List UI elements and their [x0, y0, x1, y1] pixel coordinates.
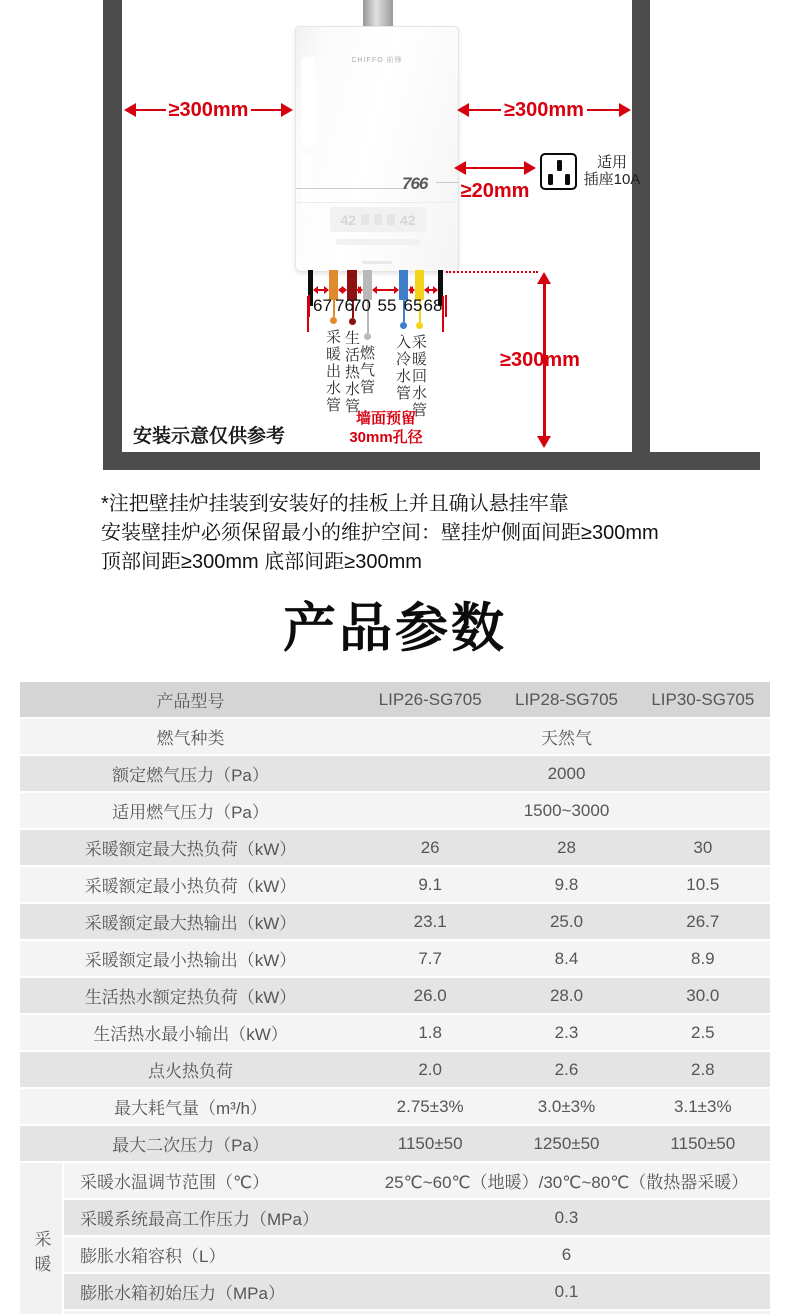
row-label-cell: 生活热水最小输出（kW）	[93, 1025, 288, 1044]
power-socket-icon	[540, 153, 577, 190]
note-line1: *注把壁挂炉挂装到安装好的挂板上并且确认悬挂牢靠	[101, 493, 569, 515]
extension-dotted-line	[446, 271, 538, 273]
row-value-cell: 8.4	[554, 948, 579, 968]
pipe-dimension-value: 70	[352, 296, 371, 315]
pipe-label: 采暖回水管	[410, 334, 427, 419]
wall-note-line1: 墙面预留	[355, 410, 416, 427]
row-label-cell: 采暖额定最小热输出（kW）	[84, 951, 297, 970]
row-span-value-cell: 2000	[547, 763, 586, 783]
arrowhead-left-icon	[124, 103, 136, 117]
row-label-cell: 膨胀水箱容积（L）	[80, 1247, 226, 1266]
row-value-cell: 25.0	[549, 911, 584, 931]
row-value-cell: 2.6	[554, 1059, 579, 1079]
row-value-cell: 28.0	[549, 985, 584, 1005]
pipe-dot	[364, 333, 371, 340]
row-value-cell: 7.7	[418, 948, 442, 968]
diagram-disclaimer: 安装示意仅供参考	[133, 426, 286, 447]
flue-pipe	[363, 0, 393, 29]
arrowhead-right-icon	[619, 103, 631, 117]
pipe-dimension-value: 65	[403, 296, 423, 315]
arrowhead-left-icon	[454, 161, 466, 175]
lcd-temp-left: 42	[340, 211, 356, 228]
table-row	[20, 941, 770, 976]
pipe-dot	[330, 317, 337, 324]
socket-clearance-arrow	[454, 156, 536, 180]
brand-logo: CHIFFO 前锋	[351, 57, 403, 64]
header-label-cell: 产品型号	[156, 692, 225, 711]
wall-right-bar	[632, 0, 650, 452]
lcd-segment	[361, 214, 369, 225]
row-label-cell: 膨胀水箱初始压力（MPa）	[80, 1284, 285, 1303]
pipe-label: 入冷水管	[394, 334, 411, 402]
row-label-cell: 额定燃气压力（Pa）	[112, 766, 269, 785]
row-label-cell: 燃气种类	[156, 729, 225, 748]
table-row	[20, 867, 770, 902]
row-span-value-cell: 25℃~60℃（地暖）/30℃~80℃（散热器采暖）	[384, 1173, 749, 1192]
table-row	[64, 1237, 770, 1272]
installation-diagram	[0, 0, 790, 470]
arrow-shaft	[136, 109, 166, 112]
group-rows	[64, 1163, 770, 1314]
row-value-cell: 10.5	[686, 874, 720, 894]
clearance-arrow-left	[124, 98, 293, 122]
arrowhead-left-icon	[457, 103, 469, 117]
lcd-display	[330, 207, 426, 232]
row-value-cell: 2.3	[554, 1022, 579, 1042]
row-value-cell: 3.0±3%	[537, 1096, 596, 1116]
dimension-arrow	[425, 289, 437, 291]
row-span-value-cell: 0.3	[554, 1207, 579, 1227]
row-value-cell: 1150±50	[670, 1133, 736, 1153]
arrow-shaft	[469, 109, 501, 112]
row-value-cell: 30	[693, 837, 713, 857]
row-label-cell: 最大二次压力（Pa）	[112, 1136, 269, 1155]
row-span-value-cell: 0.1	[554, 1281, 579, 1301]
table-row	[64, 1163, 770, 1198]
spec-table-header-row	[20, 682, 770, 717]
socket-slot	[557, 160, 562, 171]
socket-clearance-label: ≥20mm	[460, 180, 530, 202]
row-value-cell: 9.1	[418, 874, 442, 894]
arrow-shaft	[587, 109, 619, 112]
dimension-arrow	[357, 289, 362, 291]
dimension-arrow	[409, 289, 414, 291]
boiler-unit	[295, 26, 459, 272]
table-row	[64, 1274, 770, 1309]
table-row	[64, 1200, 770, 1235]
pipe-dot	[349, 318, 356, 325]
button-strip	[336, 239, 420, 245]
wall-hole-note	[330, 409, 442, 447]
row-label-cell: 点火热负荷	[148, 1062, 233, 1081]
arrowhead-right-icon	[524, 161, 536, 175]
pipe-label: 燃气管	[358, 345, 375, 396]
pipe-dimension-value: 55	[377, 296, 397, 315]
row-label-cell: 采暖额定最大热输出（kW）	[84, 914, 297, 933]
wall-note-line2: 30mm孔径	[349, 429, 423, 446]
socket-label-line2: 插座10A	[583, 171, 641, 188]
pipe-dimension-numbers	[308, 295, 447, 317]
pipe-label: 生活热水管	[343, 330, 360, 415]
table-row	[20, 793, 770, 828]
table-row	[20, 719, 770, 754]
row-span-value-cell: 6	[561, 1244, 572, 1264]
spec-table	[20, 682, 770, 1314]
row-value-cell: 2.8	[691, 1059, 715, 1079]
pipe-dimension-value: 68	[423, 296, 443, 315]
model-header-cell: LIP26-SG705	[378, 689, 482, 709]
row-label-cell: 适用燃气压力（Pa）	[112, 803, 269, 822]
table-row	[20, 830, 770, 865]
row-value-cell: 28	[557, 837, 576, 857]
table-row	[20, 1126, 770, 1161]
table-group-heating	[20, 1163, 770, 1314]
row-label-cell: 采暖水温调节范围（℃）	[80, 1173, 270, 1192]
clearance-arrow-right	[457, 98, 631, 122]
table-row	[20, 1015, 770, 1050]
row-value-cell: 2.75±3%	[396, 1096, 464, 1116]
pipe-dimension-value: 67	[313, 296, 332, 315]
row-value-cell: 8.9	[691, 948, 715, 968]
bottom-mark	[362, 261, 392, 264]
table-row	[20, 1089, 770, 1124]
arrowhead-right-icon	[281, 103, 293, 117]
row-value-cell: 2.0	[418, 1059, 442, 1079]
dimension-arrow	[373, 289, 398, 291]
note-line3: 顶部间距≥300mm 底部间距≥300mm	[101, 551, 422, 573]
section-title: 产品参数	[283, 599, 507, 658]
bottom-clearance-label: ≥300mm	[500, 349, 580, 371]
wall-bottom-bar	[103, 452, 760, 470]
note-line2: 安装壁挂炉必须保留最小的维护空间：壁挂炉侧面间距≥300mm	[101, 522, 659, 544]
clearance-left-label: ≥300mm	[168, 99, 249, 121]
pipe-dot	[416, 322, 423, 329]
row-value-cell: 2.5	[691, 1022, 715, 1042]
row-value-cell: 1250±50	[533, 1133, 600, 1153]
row-label-cell: 生活热水额定热负荷（kW）	[84, 988, 297, 1007]
panel-seam	[296, 188, 408, 189]
row-label-cell: 采暖额定最小热负荷（kW）	[84, 877, 297, 896]
arrow-shaft	[251, 109, 281, 112]
panel-seam	[296, 202, 458, 203]
pipe-label: 采暖出水管	[324, 329, 341, 414]
socket-slot	[548, 174, 553, 185]
pipe-dot	[400, 322, 407, 329]
row-value-cell: 26.7	[686, 911, 720, 931]
pipe-dimension-value: 76	[335, 296, 354, 315]
model-header-cell: LIP30-SG705	[651, 689, 755, 709]
row-label-cell: 采暖额定最大热负荷（kW）	[84, 840, 297, 859]
row-value-cell: 1150±50	[397, 1133, 463, 1153]
row-value-cell: 9.8	[554, 874, 579, 894]
row-label-cell: 最大耗气量（m³/h）	[114, 1099, 267, 1118]
row-value-cell: 1.8	[418, 1022, 442, 1042]
table-row	[20, 904, 770, 939]
clearance-right-label: ≥300mm	[504, 99, 584, 121]
dimension-arrow	[314, 289, 328, 291]
gloss-highlight	[302, 56, 315, 145]
socket-label-line1: 适用	[596, 154, 627, 171]
row-value-cell: 23.1	[413, 911, 447, 931]
table-row	[20, 1052, 770, 1087]
arrow-shaft	[466, 167, 524, 170]
socket-label	[580, 154, 644, 188]
installation-notes	[101, 490, 761, 577]
table-row	[20, 756, 770, 791]
lcd-segment	[374, 214, 382, 225]
row-value-cell: 3.1±3%	[674, 1096, 732, 1116]
row-label-cell: 采暖系统最高工作压力（MPa）	[80, 1210, 319, 1229]
row-value-cell: 26.0	[413, 985, 447, 1005]
model-series-mark: 766	[402, 174, 428, 193]
model-header-cell: LIP28-SG705	[514, 689, 618, 709]
table-row	[20, 978, 770, 1013]
lcd-temp-right: 42	[400, 211, 416, 228]
lcd-segment	[387, 214, 395, 225]
row-span-value-cell: 1500~3000	[523, 800, 610, 820]
row-span-value-cell: 天然气	[541, 729, 592, 748]
wall-left-bar	[103, 0, 122, 470]
group-label-cell: 采暖	[20, 1163, 62, 1314]
row-value-cell: 30.0	[686, 985, 720, 1005]
socket-slot	[565, 174, 570, 185]
row-value-cell: 26	[420, 837, 440, 857]
dimension-arrow	[339, 289, 346, 291]
